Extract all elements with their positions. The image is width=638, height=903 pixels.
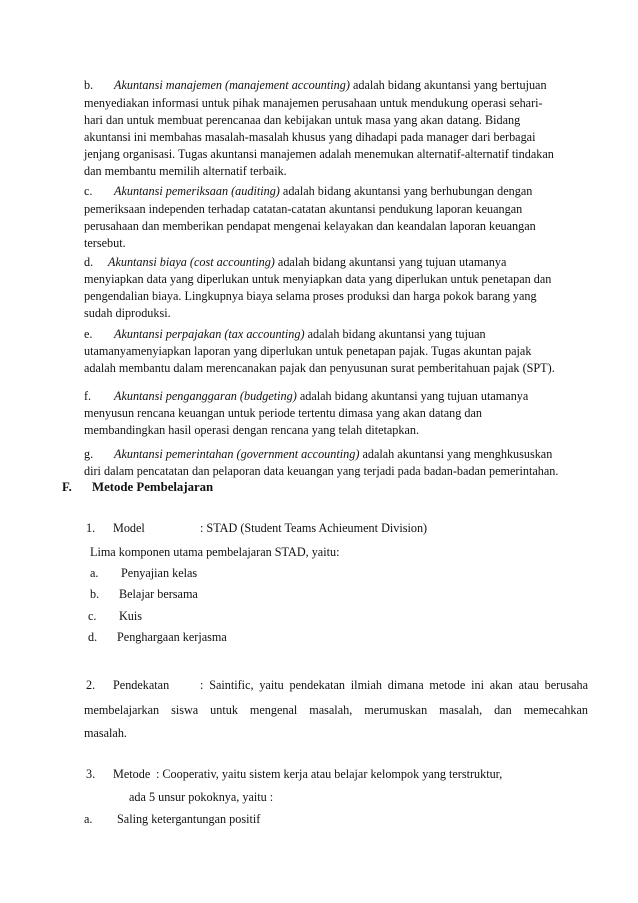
item-text: pemeriksaan independen terhadap catatan-catatan akuntansi pendukung laporan keuangan bbox=[84, 202, 523, 216]
list-text: Kuis bbox=[119, 609, 143, 623]
item-title: Akuntansi pemeriksaan (auditing) bbox=[114, 184, 280, 198]
item-text: pengendalian biaya. Lingkupnya biaya selama proses produksi dan harga pokok barang yang bbox=[84, 289, 537, 303]
list-text: Penyajian kelas bbox=[121, 566, 198, 580]
item-text: adalah bidang akuntansi yang tujuan bbox=[304, 327, 486, 341]
list-item bbox=[84, 812, 260, 827]
list-letter: a. bbox=[84, 812, 93, 826]
item-title: Akuntansi perpajakan (tax accounting) bbox=[114, 327, 305, 341]
list-letter: c. bbox=[88, 609, 97, 623]
metode-number: 3. bbox=[86, 767, 96, 781]
item-text: tersebut. bbox=[84, 236, 126, 250]
item-text: membandingkan hasil operasi dengan rencana yang telah ditetapkan. bbox=[84, 423, 420, 437]
item-letter: c. bbox=[84, 184, 93, 198]
item-text: jenjang organisasi. Tugas akuntansi manajemen adalah menemukan alternatif-alternatif tindakan bbox=[84, 147, 554, 161]
list-letter: a. bbox=[90, 566, 99, 580]
model-intro: Lima komponen utama pembelajaran STAD, yaitu: bbox=[90, 545, 340, 559]
pendekatan-text: membelajarkan siswa untuk mengenal masalah, merumuskan masalah, dan memecahkan bbox=[84, 703, 588, 717]
item-text: perusahaan dan memberikan pendapat mengenai kelayakan dan keandalan laporan keuangan bbox=[84, 219, 536, 233]
list-letter: b. bbox=[90, 587, 100, 601]
list-text: Penghargaan kerjasma bbox=[117, 630, 227, 644]
pendekatan-number: 2. bbox=[86, 678, 96, 692]
item-text: sudah diproduksi. bbox=[84, 306, 171, 320]
model-number: 1. bbox=[86, 521, 96, 535]
item-text: adalah membantu dalam merencanakan pajak dan penyusunan surat pemberitahuan pajak (SPT). bbox=[84, 361, 555, 375]
item-text: adalah bidang akuntansi yang bertujuan bbox=[349, 78, 547, 92]
list-item bbox=[88, 630, 227, 645]
list-item bbox=[90, 566, 197, 581]
model-label: Model bbox=[113, 521, 145, 535]
section-heading bbox=[62, 480, 213, 495]
item-text: menyediakan informasi untuk pihak manajemen perusahaan untuk mendukung operasi sehari- bbox=[84, 96, 543, 110]
section-title: Metode Pembelajaran bbox=[92, 480, 214, 494]
model-value: : STAD (Student Teams Achieument Division) bbox=[200, 521, 428, 535]
metode-value: : Cooperativ, yaitu sistem kerja atau belajar kelompok yang terstruktur, bbox=[156, 767, 503, 781]
item-text: akuntansi ini membahas masalah-masalah khusus yang dihadapi pada manager dari berbagai bbox=[84, 130, 536, 144]
metode-label: Metode bbox=[113, 767, 151, 781]
item-title: Akuntansi penganggaran (budgeting) bbox=[114, 389, 297, 403]
item-text: adalah bidang akuntansi yang berhubungan dengan bbox=[279, 184, 533, 198]
list-text: Belajar bersama bbox=[119, 587, 198, 601]
item-title: Akuntansi pemerintahan (government accounting) bbox=[114, 447, 360, 461]
item-text: adalah akuntansi yang menghkususkan bbox=[359, 447, 553, 461]
item-text: hari dan untuk membuat perencanaa dan kebijakan untuk masa yang akan datang. Bidang bbox=[84, 113, 521, 127]
item-letter: d. bbox=[84, 255, 94, 269]
item-letter: b. bbox=[84, 78, 94, 92]
item-letter: g. bbox=[84, 447, 94, 461]
list-text: Saling ketergantungan positif bbox=[117, 812, 261, 826]
item-text: diri dalam pencatatan dan pelaporan data keuangan yang terjadi pada badan-badan pemerintahan. bbox=[84, 464, 559, 478]
list-item bbox=[88, 609, 142, 624]
list-letter: d. bbox=[88, 630, 98, 644]
item-text: menyiapkan data yang diperlukan untuk menyiapkan data yang diperlukan untuk penetapan dan bbox=[84, 272, 552, 286]
list-item bbox=[90, 587, 198, 602]
item-text: dan membantu memilih alternatif terbaik. bbox=[84, 164, 287, 178]
pendekatan-text: : Saintific, yaitu pendekatan ilmiah dimana metode ini akan atau berusaha bbox=[200, 678, 588, 692]
item-text: menyusun rencana keuangan untuk periode tertentu dimasa yang akan datang dan bbox=[84, 406, 482, 420]
section-letter: F. bbox=[62, 480, 72, 494]
item-letter: e. bbox=[84, 327, 93, 341]
item-text: adalah bidang akuntansi yang tujuan utamanya bbox=[296, 389, 529, 403]
pendekatan-text: masalah. bbox=[84, 726, 127, 740]
item-title: Akuntansi manajemen (manajement accounting) bbox=[114, 78, 350, 92]
item-text: utamanyamenyiapkan laporan yang diperlukan untuk penetapan pajak. Tugas akuntan pajak bbox=[84, 344, 532, 358]
item-text: adalah bidang akuntansi yang tujuan utamanya bbox=[274, 255, 507, 269]
item-title: Akuntansi biaya (cost accounting) bbox=[108, 255, 275, 269]
metode-sub: ada 5 unsur pokoknya, yaitu : bbox=[129, 790, 274, 804]
item-letter: f. bbox=[84, 389, 92, 403]
pendekatan-label: Pendekatan bbox=[113, 678, 170, 692]
